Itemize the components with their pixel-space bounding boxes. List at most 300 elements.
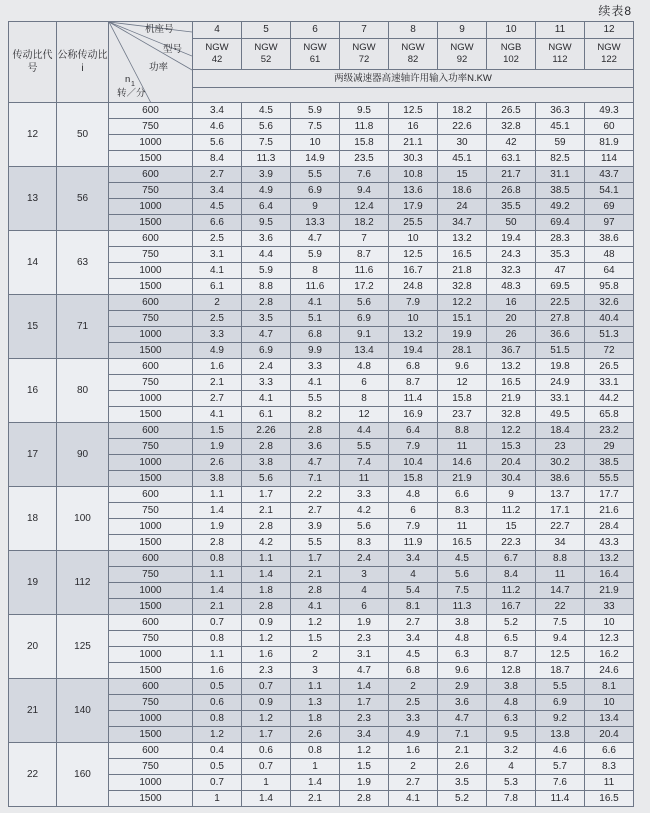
power-cell: 11.6 <box>291 279 340 295</box>
power-cell: 10 <box>389 231 438 247</box>
power-cell: 32.6 <box>585 295 634 311</box>
speed-cell: 750 <box>109 759 193 775</box>
power-cell: 10 <box>291 135 340 151</box>
power-cell: 21.7 <box>487 167 536 183</box>
power-cell: 4.1 <box>389 791 438 807</box>
power-cell: 8.7 <box>340 247 389 263</box>
power-cell: 1.4 <box>340 679 389 695</box>
speed-cell: 1500 <box>109 791 193 807</box>
power-cell: 4.2 <box>242 535 291 551</box>
power-cell: 45.1 <box>438 151 487 167</box>
power-cell: 6.7 <box>487 551 536 567</box>
power-cell: 3.8 <box>438 615 487 631</box>
power-cell: 0.5 <box>193 759 242 775</box>
power-cell: 3.6 <box>291 439 340 455</box>
power-cell: 1.7 <box>242 727 291 743</box>
power-cell: 1.7 <box>242 487 291 503</box>
power-cell: 43.3 <box>585 535 634 551</box>
nominal-ratio: 100 <box>57 487 109 551</box>
power-cell: 8.3 <box>438 503 487 519</box>
power-cell: 82.5 <box>536 151 585 167</box>
speed-cell: 750 <box>109 439 193 455</box>
speed-cell: 750 <box>109 695 193 711</box>
nominal-ratio: 140 <box>57 679 109 743</box>
power-cell: 1.4 <box>242 791 291 807</box>
power-cell: 8.8 <box>536 551 585 567</box>
power-cell: 2.5 <box>193 231 242 247</box>
power-cell: 65.8 <box>585 407 634 423</box>
model-series: NGW <box>450 42 474 53</box>
power-cell: 2.1 <box>193 599 242 615</box>
power-cell: 20.4 <box>585 727 634 743</box>
ratio-code: 12 <box>9 103 57 167</box>
power-cell: 55.5 <box>585 471 634 487</box>
power-cell: 13.2 <box>438 231 487 247</box>
power-cell: 3.5 <box>242 311 291 327</box>
power-cell: 2 <box>389 759 438 775</box>
power-cell: 1 <box>291 759 340 775</box>
power-cell: 20 <box>487 311 536 327</box>
power-cell: 2.1 <box>291 791 340 807</box>
header-ratio: 公称传动比i <box>57 22 109 103</box>
speed-cell: 600 <box>109 423 193 439</box>
power-cell: 21.9 <box>487 391 536 407</box>
frame-number: 4 <box>193 22 242 39</box>
power-cell: 13.2 <box>487 359 536 375</box>
power-cell: 2.8 <box>291 583 340 599</box>
power-cell: 1.9 <box>340 615 389 631</box>
power-cell: 13.7 <box>536 487 585 503</box>
speed-cell: 1000 <box>109 711 193 727</box>
power-cell: 1.8 <box>242 583 291 599</box>
model-series: NGB <box>500 42 522 53</box>
power-cell: 3.6 <box>242 231 291 247</box>
ratio-code: 19 <box>9 551 57 615</box>
power-cell: 4.6 <box>536 743 585 759</box>
nominal-ratio: 56 <box>57 167 109 231</box>
power-cell: 13.8 <box>536 727 585 743</box>
power-cell: 24.3 <box>487 247 536 263</box>
table-row <box>9 551 634 567</box>
power-cell: 11.2 <box>487 503 536 519</box>
power-cell: 2.7 <box>193 167 242 183</box>
power-cell: 9.5 <box>340 103 389 119</box>
power-cell: 6.6 <box>585 743 634 759</box>
power-cell: 24.6 <box>585 663 634 679</box>
table-row <box>9 359 634 375</box>
power-cell: 1.5 <box>340 759 389 775</box>
power-cell: 6.9 <box>340 311 389 327</box>
speed-cell: 1500 <box>109 727 193 743</box>
power-cell: 2.2 <box>291 487 340 503</box>
speed-cell: 1500 <box>109 151 193 167</box>
power-cell: 27.8 <box>536 311 585 327</box>
table-row <box>9 743 634 759</box>
power-cell: 4.1 <box>291 375 340 391</box>
power-cell: 11.4 <box>389 391 438 407</box>
power-cell: 28.3 <box>536 231 585 247</box>
power-cell: 32.8 <box>487 119 536 135</box>
model-series: NGW <box>254 42 278 53</box>
power-cell: 5.5 <box>291 391 340 407</box>
power-cell: 7.9 <box>389 439 438 455</box>
power-cell: 15.8 <box>340 135 389 151</box>
nominal-ratio: 50 <box>57 103 109 167</box>
power-cell: 28.4 <box>585 519 634 535</box>
power-cell: 11.3 <box>242 151 291 167</box>
power-cell: 4.7 <box>340 663 389 679</box>
power-cell: 43.7 <box>585 167 634 183</box>
model-type <box>585 39 634 70</box>
ratio-code: 16 <box>9 359 57 423</box>
model-size: 92 <box>456 54 468 65</box>
power-cell: 6.6 <box>438 487 487 503</box>
speed-cell: 1500 <box>109 215 193 231</box>
power-cell: 2 <box>193 295 242 311</box>
power-cell: 0.7 <box>242 759 291 775</box>
power-cell: 34.7 <box>438 215 487 231</box>
power-cell: 2.7 <box>389 775 438 791</box>
power-cell: 3.2 <box>487 743 536 759</box>
ratio-code: 18 <box>9 487 57 551</box>
power-cell: 3.3 <box>291 359 340 375</box>
model-type <box>242 39 291 70</box>
power-cell: 17.1 <box>536 503 585 519</box>
power-cell: 4.7 <box>438 711 487 727</box>
power-cell: 22.5 <box>536 295 585 311</box>
power-cell: 32.8 <box>487 407 536 423</box>
nominal-ratio: 125 <box>57 615 109 679</box>
power-cell: 5.1 <box>291 311 340 327</box>
power-cell: 2.26 <box>242 423 291 439</box>
speed-cell: 1000 <box>109 135 193 151</box>
power-cell: 2.8 <box>242 295 291 311</box>
power-cell: 10.4 <box>389 455 438 471</box>
power-cell: 1 <box>242 775 291 791</box>
power-cell: 12.2 <box>438 295 487 311</box>
power-cell: 1.2 <box>193 727 242 743</box>
power-cell: 5.2 <box>438 791 487 807</box>
speed-cell: 1500 <box>109 279 193 295</box>
power-cell: 16.7 <box>389 263 438 279</box>
power-cell: 60 <box>585 119 634 135</box>
power-cell: 11.3 <box>438 599 487 615</box>
power-cell: 24.8 <box>389 279 438 295</box>
speed-cell: 600 <box>109 295 193 311</box>
power-cell: 4.9 <box>242 183 291 199</box>
model-type <box>536 39 585 70</box>
power-cell: 6.6 <box>193 215 242 231</box>
power-cell: 32.3 <box>487 263 536 279</box>
power-cell: 11.8 <box>340 119 389 135</box>
power-cell: 6.1 <box>193 279 242 295</box>
power-cell: 38.5 <box>585 455 634 471</box>
power-cell: 15.1 <box>438 311 487 327</box>
power-cell: 1.4 <box>242 567 291 583</box>
power-cell: 26.5 <box>585 359 634 375</box>
power-cell: 45.1 <box>536 119 585 135</box>
power-cell: 9.1 <box>340 327 389 343</box>
power-cell: 5.6 <box>242 119 291 135</box>
power-cell: 3.3 <box>193 327 242 343</box>
power-cell: 2.1 <box>242 503 291 519</box>
power-cell: 30.3 <box>389 151 438 167</box>
power-cell: 7.6 <box>536 775 585 791</box>
power-cell: 10 <box>585 695 634 711</box>
power-cell: 0.4 <box>193 743 242 759</box>
power-cell: 3.1 <box>193 247 242 263</box>
power-cell: 19.4 <box>389 343 438 359</box>
power-cell: 7.8 <box>487 791 536 807</box>
power-cell: 4.1 <box>242 391 291 407</box>
power-cell: 8.4 <box>193 151 242 167</box>
power-cell: 36.3 <box>536 103 585 119</box>
power-cell: 72 <box>585 343 634 359</box>
power-cell: 11 <box>340 471 389 487</box>
header-diagonal-cell <box>109 22 193 103</box>
power-cell: 3.9 <box>291 519 340 535</box>
power-cell: 5.6 <box>340 519 389 535</box>
power-cell: 2.8 <box>291 423 340 439</box>
table-row <box>9 615 634 631</box>
power-cell: 22.3 <box>487 535 536 551</box>
power-cell: 21.9 <box>438 471 487 487</box>
power-cell: 30.4 <box>487 471 536 487</box>
power-cell: 30.2 <box>536 455 585 471</box>
power-cell: 13.2 <box>389 327 438 343</box>
power-cell: 1.4 <box>193 503 242 519</box>
model-type <box>291 39 340 70</box>
power-cell: 8.3 <box>585 759 634 775</box>
speed-cell: 1500 <box>109 471 193 487</box>
power-cell: 63.1 <box>487 151 536 167</box>
power-cell: 49.5 <box>536 407 585 423</box>
power-cell: 19.8 <box>536 359 585 375</box>
power-cell: 2.3 <box>340 631 389 647</box>
power-cell: 12 <box>438 375 487 391</box>
power-cell: 2.8 <box>242 599 291 615</box>
power-cell: 3.4 <box>193 103 242 119</box>
power-cell: 8 <box>291 263 340 279</box>
power-cell: 54.1 <box>585 183 634 199</box>
power-cell: 44.2 <box>585 391 634 407</box>
power-cell: 11 <box>536 567 585 583</box>
power-cell: 48.3 <box>487 279 536 295</box>
power-cell: 4.5 <box>438 551 487 567</box>
power-cell: 3.1 <box>340 647 389 663</box>
power-cell: 18.6 <box>438 183 487 199</box>
power-cell: 12.4 <box>340 199 389 215</box>
power-cell: 7.9 <box>389 519 438 535</box>
power-cell: 7.1 <box>438 727 487 743</box>
power-cell: 3.4 <box>193 183 242 199</box>
power-cell: 5.6 <box>438 567 487 583</box>
power-cell: 26 <box>487 327 536 343</box>
power-cell: 9.4 <box>340 183 389 199</box>
power-cell: 11.9 <box>389 535 438 551</box>
power-cell: 69.5 <box>536 279 585 295</box>
power-cell: 18.4 <box>536 423 585 439</box>
power-cell: 5.5 <box>340 439 389 455</box>
power-cell: 38.6 <box>585 231 634 247</box>
speed-cell: 750 <box>109 247 193 263</box>
model-series: NGW <box>303 42 327 53</box>
power-cell: 1.2 <box>242 711 291 727</box>
power-cell: 16.5 <box>585 791 634 807</box>
power-cell: 6.8 <box>389 359 438 375</box>
power-cell: 8.1 <box>585 679 634 695</box>
power-cell: 4 <box>487 759 536 775</box>
power-cell: 14.6 <box>438 455 487 471</box>
power-cell: 4 <box>389 567 438 583</box>
speed-cell: 600 <box>109 743 193 759</box>
power-cell: 1.4 <box>291 775 340 791</box>
frame-number: 7 <box>340 22 389 39</box>
power-cell: 7.5 <box>291 119 340 135</box>
power-cell: 22 <box>536 599 585 615</box>
power-cell: 0.7 <box>193 775 242 791</box>
table-row <box>9 679 634 695</box>
power-cell: 6.5 <box>487 631 536 647</box>
speed-cell: 1000 <box>109 775 193 791</box>
power-cell: 12 <box>340 407 389 423</box>
power-cell: 0.6 <box>193 695 242 711</box>
power-cell: 11.4 <box>536 791 585 807</box>
nominal-ratio: 90 <box>57 423 109 487</box>
power-cell: 2.8 <box>242 519 291 535</box>
power-cell: 1.9 <box>193 439 242 455</box>
power-cell: 2.8 <box>242 439 291 455</box>
power-cell: 4.8 <box>340 359 389 375</box>
table-row <box>9 103 634 119</box>
power-cell: 30 <box>438 135 487 151</box>
power-cell: 12.5 <box>389 103 438 119</box>
ratio-code: 21 <box>9 679 57 743</box>
power-cell: 64 <box>585 263 634 279</box>
model-size: 82 <box>407 54 419 65</box>
power-cell: 16 <box>487 295 536 311</box>
power-cell: 0.8 <box>193 551 242 567</box>
power-cell: 15.3 <box>487 439 536 455</box>
power-cell: 69 <box>585 199 634 215</box>
power-cell: 6.8 <box>389 663 438 679</box>
table-row <box>9 487 634 503</box>
power-cell: 5.9 <box>291 247 340 263</box>
power-cell: 95.8 <box>585 279 634 295</box>
model-series: NGW <box>352 42 376 53</box>
power-cell: 19.4 <box>487 231 536 247</box>
header-spacer <box>193 88 634 103</box>
model-type <box>193 39 242 70</box>
speed-cell: 750 <box>109 311 193 327</box>
power-cell: 9 <box>487 487 536 503</box>
model-type <box>438 39 487 70</box>
speed-cell: 1000 <box>109 327 193 343</box>
power-cell: 15.8 <box>438 391 487 407</box>
diag-unit-label: 转／分 <box>117 88 146 99</box>
power-cell: 0.7 <box>193 615 242 631</box>
model-size: 122 <box>601 54 617 65</box>
power-cell: 2.3 <box>242 663 291 679</box>
power-cell: 3.3 <box>242 375 291 391</box>
power-cell: 36.7 <box>487 343 536 359</box>
power-cell: 17.9 <box>389 199 438 215</box>
model-size: 42 <box>211 54 223 65</box>
speed-cell: 1500 <box>109 343 193 359</box>
power-cell: 47 <box>536 263 585 279</box>
power-cell: 4.4 <box>340 423 389 439</box>
power-cell: 22.6 <box>438 119 487 135</box>
power-cell: 1.1 <box>193 487 242 503</box>
model-type <box>340 39 389 70</box>
power-cell: 9.6 <box>438 359 487 375</box>
speed-cell: 600 <box>109 231 193 247</box>
power-cell: 5.5 <box>291 167 340 183</box>
power-cell: 1.9 <box>193 519 242 535</box>
continuation-label: 续表8 <box>598 4 632 18</box>
power-cell: 4.1 <box>291 295 340 311</box>
speed-cell: 750 <box>109 119 193 135</box>
model-size: 61 <box>309 54 321 65</box>
power-cell: 2.8 <box>193 535 242 551</box>
diag-type-label: 型号 <box>163 44 183 55</box>
power-cell: 21.8 <box>438 263 487 279</box>
power-cell: 7.9 <box>389 295 438 311</box>
power-cell: 12.2 <box>487 423 536 439</box>
power-cell: 5.5 <box>291 535 340 551</box>
frame-number: 9 <box>438 22 487 39</box>
model-series: NGW <box>548 42 572 53</box>
power-cell: 4.5 <box>193 199 242 215</box>
power-cell: 2 <box>291 647 340 663</box>
speed-cell: 1000 <box>109 583 193 599</box>
power-cell: 18.7 <box>536 663 585 679</box>
power-cell: 9 <box>291 199 340 215</box>
frame-number: 10 <box>487 22 536 39</box>
speed-cell: 600 <box>109 615 193 631</box>
power-cell: 23.5 <box>340 151 389 167</box>
power-cell: 1.6 <box>193 359 242 375</box>
power-cell: 2.1 <box>291 567 340 583</box>
power-cell: 6.4 <box>242 199 291 215</box>
power-cell: 21.6 <box>585 503 634 519</box>
power-cell: 23.2 <box>585 423 634 439</box>
power-cell: 4.4 <box>242 247 291 263</box>
power-cell: 23 <box>536 439 585 455</box>
power-cell: 9.4 <box>536 631 585 647</box>
power-cell: 4.1 <box>291 599 340 615</box>
power-cell: 81.9 <box>585 135 634 151</box>
power-cell: 7.6 <box>340 167 389 183</box>
power-cell: 9.5 <box>487 727 536 743</box>
power-cell: 6.1 <box>242 407 291 423</box>
model-series: NGW <box>597 42 621 53</box>
speed-cell: 1500 <box>109 599 193 615</box>
power-cell: 3.8 <box>193 471 242 487</box>
power-cell: 22.7 <box>536 519 585 535</box>
speed-cell: 600 <box>109 679 193 695</box>
power-cell: 5.9 <box>291 103 340 119</box>
power-cell: 2.7 <box>193 391 242 407</box>
power-cell: 12.5 <box>536 647 585 663</box>
model-size: 102 <box>503 54 519 65</box>
table-row <box>9 167 634 183</box>
power-cell: 4.5 <box>389 647 438 663</box>
power-cell: 1.8 <box>291 711 340 727</box>
power-cell: 38.5 <box>536 183 585 199</box>
power-cell: 13.6 <box>389 183 438 199</box>
speed-cell: 1000 <box>109 519 193 535</box>
